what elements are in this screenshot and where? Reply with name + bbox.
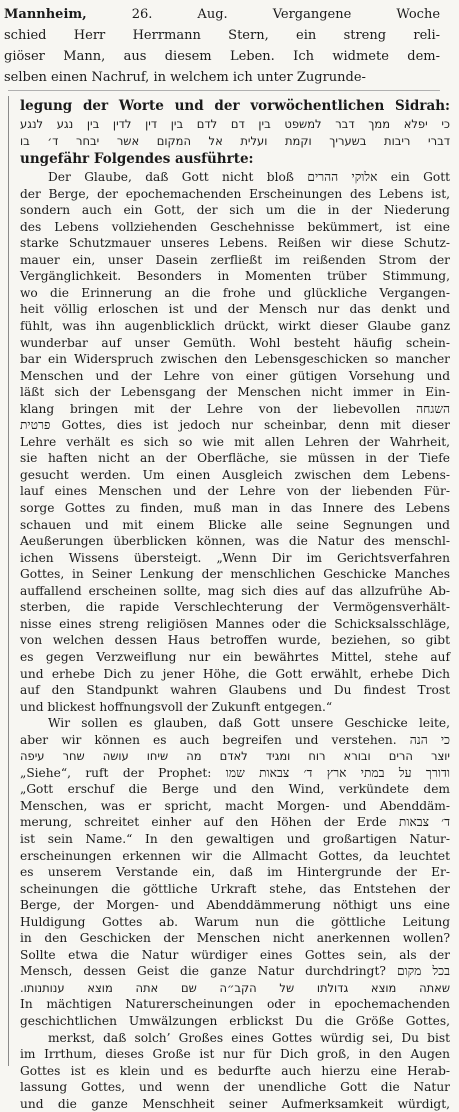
column-rule xyxy=(8,96,9,1066)
article-line: Gottes, in Seiner Lenkung der menschlichen Geschicke Manches xyxy=(20,567,450,582)
article-line: schauen und mit einem Blicke alle seine Segnungen und xyxy=(20,517,450,532)
intro-line-4: selben einen Nachruf, in welchem ich unter Zugrunde- xyxy=(4,70,366,85)
article-line: Gottes ist es klein und es bedurfte auch hierzu eine Herab- xyxy=(20,1063,450,1078)
article-line: und blickest hoffnungsvoll der Zukunft entgegen.“ xyxy=(20,699,333,714)
article-line: aber wir können es auch begreifen und verstehen. כי הנה xyxy=(20,732,450,747)
article-line: auf den Standpunkt wahren Glaubens und Du findest Trost xyxy=(20,683,450,698)
article-line: Huldigung Gottes ab. Warum nun die göttliche Leitung xyxy=(20,914,450,929)
article-line: nisse eines streng religiösen Mannes oder die Schicksalsschläge, xyxy=(20,616,450,631)
article-line: Menschen, was er spricht, macht Morgen- und Abenddäm- xyxy=(20,798,450,813)
article-line: starke Schutzmauer unseres Lebens. Reißen wir diese Schutz- xyxy=(20,236,450,251)
article-line: „Gott erschuf die Berge und den Wind, verkündete dem xyxy=(20,782,450,797)
article-line: Vergänglichkeit. Besonders in Momenten trüber Stimmung, xyxy=(20,269,450,284)
article-line: erscheinungen erkennen wir die Allmacht Gottes, da leuchtet xyxy=(20,848,450,863)
article-line: In mächtigen Naturerscheinungen oder in epochemachenden xyxy=(20,997,450,1012)
article-line: im Irrthum, dieses Große ist nur für Dich groß, in den Augen xyxy=(20,1047,450,1062)
dateline-place: Mannheim, xyxy=(4,7,87,22)
article-line: legung der Worte und der vorwöchentlichen Sidrah: xyxy=(20,98,450,114)
article-line: כי יפלא ממך דבר למשפט בין דם לדם בין דין לדין בין נגע לנגע xyxy=(20,117,450,131)
article-line: heit völlig erloschen ist und der Mensch nur das denkt und xyxy=(20,302,450,317)
intro-paragraph xyxy=(4,4,440,88)
article-line: mauer ein, unser Dasein zerfließt im reißenden Strom der xyxy=(20,252,450,267)
article-line: sondern auch ein Gott, der sich um die in der Niederung xyxy=(20,203,450,218)
article-line: der Berge, der epochemachenden Erscheinungen des Lebens ist, xyxy=(20,186,450,201)
intro-line-1: Mannheim, 26. Aug. Vergangene Woche xyxy=(4,7,441,22)
article-line: sie haften nicht an der Oberfläche, sie müssen in der Tiefe xyxy=(20,451,450,466)
article-line: klang bringen mit der Lehre von der liebevollen השגחה xyxy=(20,401,450,416)
article-line: Lehre verhält es sich so wie mit allen Lehren der Wahrheit, xyxy=(20,434,450,449)
article-line: und erhebe Dich zu jener Höhe, die Gott erwählt, erhebe Dich xyxy=(20,666,450,681)
article-line: lassung Gottes, und wenn der unendliche Gott die Natur xyxy=(20,1080,450,1095)
article-line: bar ein Widerspruch zwischen den Lebensgeschicken so mancher xyxy=(20,352,450,367)
intro-line-2: schied Herr Herrmann Stern, ein streng reli- xyxy=(4,28,440,43)
article-line: es gegen Verzweiflung nur ein bewährtes Mittel, stehe auf xyxy=(20,649,450,664)
article-line: wunderbar auf unser Gemüth. Wohl besteht häufig schein- xyxy=(20,335,450,350)
article-line: שאתה מוצא גדולתו של הקב״ה שם אתה מוצא ענותנותו. xyxy=(20,980,450,995)
section-divider xyxy=(8,90,440,91)
article-line: von welchen dessen Haus betroffen wurde, beziehen, so gibt xyxy=(20,633,450,648)
article-line: Mensch, dessen Geist die ganze Natur durchdringt? בכל מקום xyxy=(20,964,450,979)
article-line: es unserem Verstande ein, daß im Hintergrunde der Er- xyxy=(20,865,450,880)
article-line: des Lebens vollziehenden Geschehnisse bekümmert, ist eine xyxy=(20,219,450,234)
article-body xyxy=(20,96,450,1112)
article-line: und die ganze Menschheit seiner Aufmerksamkeit würdigt, xyxy=(20,1096,450,1111)
article-line: gesucht werden. Um einen Ausgleich zwischen dem Lebens- xyxy=(20,467,450,482)
article-line: Wir sollen es glauben, daß Gott unsere Geschicke leite, xyxy=(48,716,450,731)
article-line: דברי ריבות בשעריך וקמת ועלית אל המקום אשר יבחר ד׳ בו xyxy=(20,133,450,148)
article-line: merung, schreitet einher auf den Höhen der Erde ד׳ צבאות xyxy=(20,815,450,830)
article-line: geschichtlichen Umwälzungen erblickst Du die Größe Gottes, xyxy=(20,1013,450,1028)
article-line: in den Geschicken der Menschen nicht anerkennen wollen? xyxy=(20,931,450,946)
article-line: auffallend erscheinen sollte, mag sich dies auf das allzufrühe Ab- xyxy=(20,583,450,598)
article-line: ichen Wissens übersteigt. „Wenn Dir im Gerichtsverfahren xyxy=(20,550,450,565)
article-line: fühlt, was ihn augenblicklich drückt, wirkt dieser Glaube ganz xyxy=(20,319,450,334)
article-line: פרטית Gottes, dies ist jedoch nur scheinbar, denn mit dieser xyxy=(20,418,450,433)
article-line: Der Glaube, daß Gott nicht bloß אלוקי ההרים ein Gott xyxy=(48,170,450,185)
article-line: merkst, daß solch’ Großes eines Gottes würdig sei, Du bist xyxy=(48,1030,450,1045)
article-line: ungefähr Folgendes ausführte: xyxy=(20,151,254,168)
article-line: יוצר הרים ובורא רוח ומגיד לאדם מה שיחו עושה שחר עיפה xyxy=(20,749,450,764)
article-line: Sollte etwa die Natur würdiger eines Gottes sein, als der xyxy=(20,947,450,962)
article-line: ist sein Name.“ In den gewaltigen und großartigen Natur- xyxy=(20,831,450,846)
article-line: Aeußerungen überblicken können, was die Natur des menschl- xyxy=(20,534,450,549)
article-line: sorge Gottes zu finden, muß man in das Innere des Lebens xyxy=(20,501,450,516)
dateline-date: 26. Aug. xyxy=(131,7,228,22)
article-line: scheinungen die göttliche Urkraft stehe, das Entstehen der xyxy=(20,881,450,896)
article-line: Berge, der Morgen- und Abenddämmerung nöthigt uns eine xyxy=(20,898,450,913)
article-line: Menschen und der Lehre von einer gütigen Vorsehung und xyxy=(20,368,450,383)
article-line: sterben, die rapide Verschlechterung der Vermögensverhält- xyxy=(20,600,450,615)
article-line: wo die Erinnerung an die frohe und glückliche Vergangen- xyxy=(20,285,450,300)
article-line: lauf eines Menschen und der Lehre von der liebenden Für- xyxy=(20,484,450,499)
article-line: „Siehe“, ruft der Prophet: ודורך על במתי ארץ ד׳ צבאות שמו xyxy=(20,765,451,780)
intro-line-3: giöser Mann, aus diesem Leben. Ich widmete dem- xyxy=(4,49,440,64)
article-line: läßt sich der Lebensgang der Menschen nicht immer in Ein- xyxy=(20,385,450,400)
